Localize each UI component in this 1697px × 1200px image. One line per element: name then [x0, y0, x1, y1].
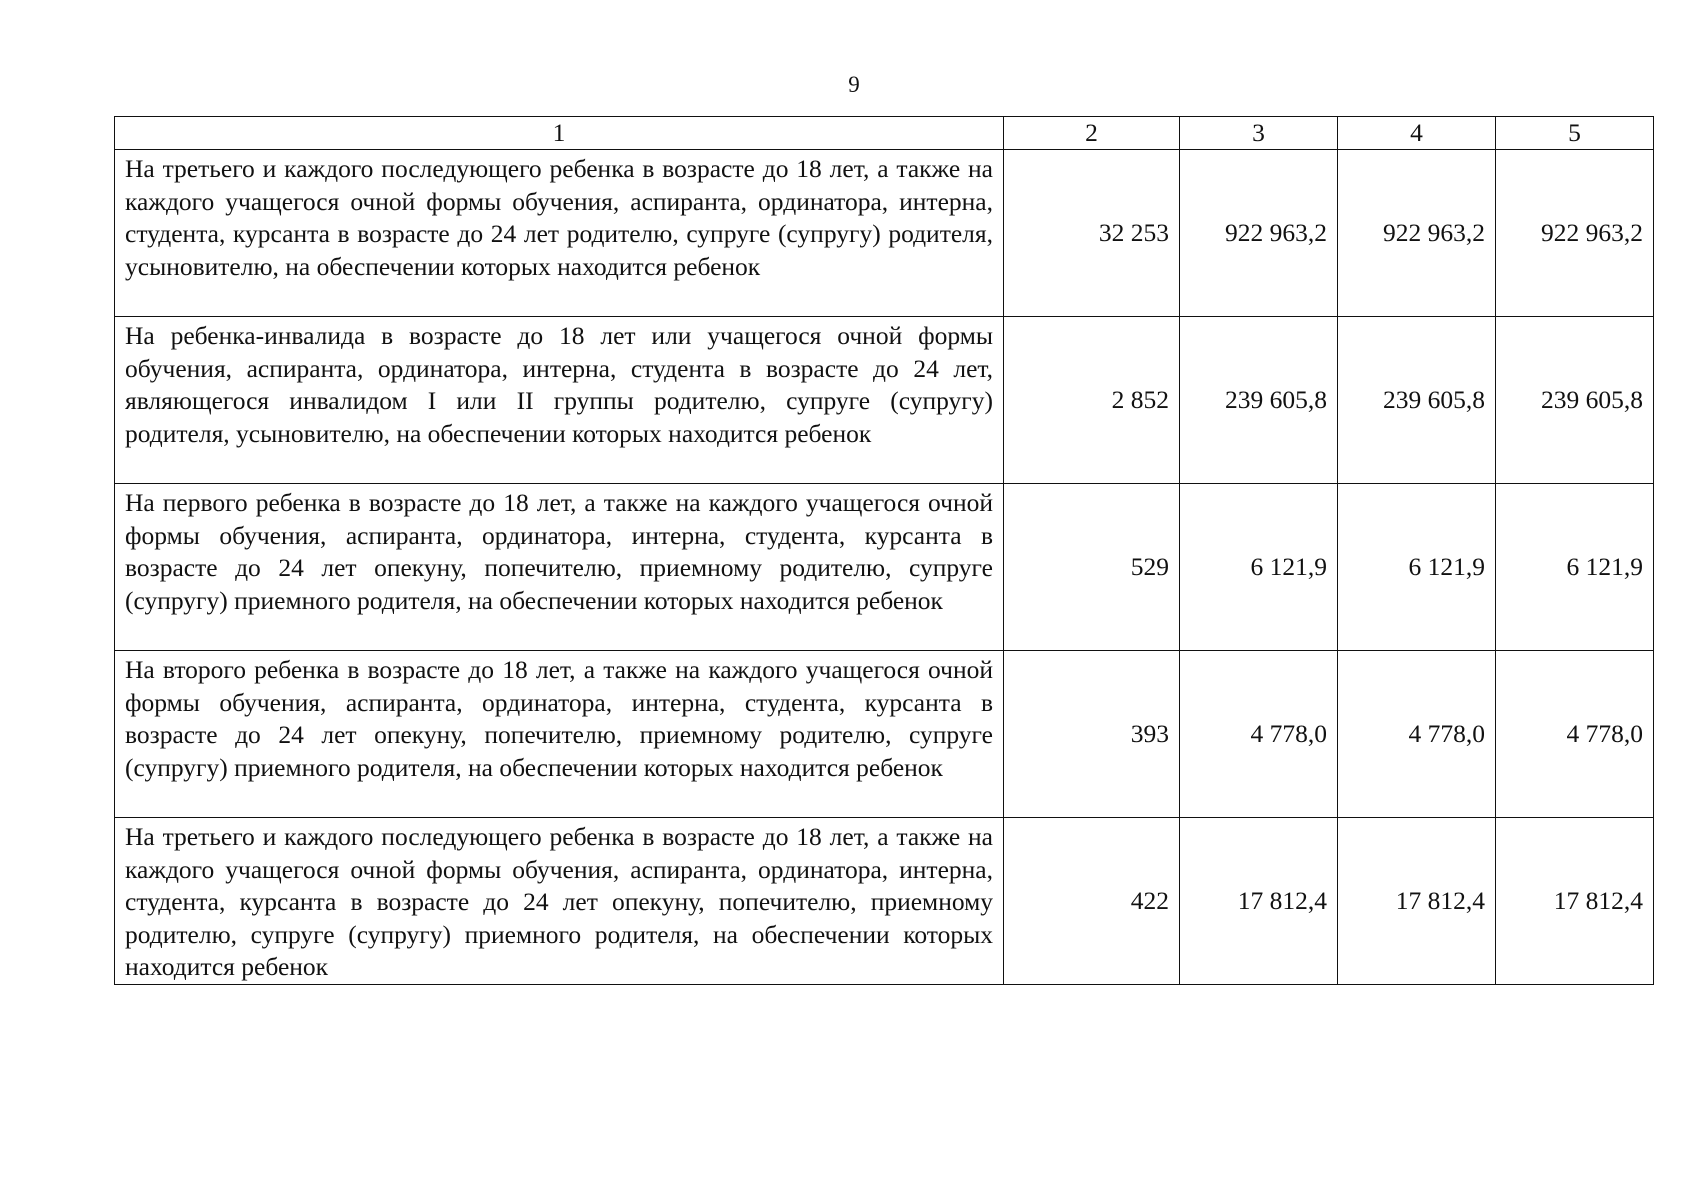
row-description: На первого ребенка в возрасте до 18 лет, а также на каждого учащегося очной формы обучения, аспиранта, ординатора, интерна, студента, курсанта в возрасте до 24 лет опекуну, попечителю, приемному родителю, супруге (супругу) приемного родителя, на обеспечении которых находится ребенок	[115, 484, 1004, 651]
row-value-col4: 6 121,9	[1338, 484, 1496, 651]
row-value-col4: 922 963,2	[1338, 150, 1496, 317]
column-header-3: 3	[1180, 117, 1338, 150]
row-value-col3: 239 605,8	[1180, 317, 1338, 484]
row-value-col5: 4 778,0	[1496, 651, 1654, 818]
row-value-col2: 529	[1004, 484, 1180, 651]
table-header-row	[115, 117, 1654, 150]
row-value-col4: 239 605,8	[1338, 317, 1496, 484]
table-row	[115, 317, 1654, 484]
row-value-col5: 17 812,4	[1496, 818, 1654, 985]
row-value-col2: 422	[1004, 818, 1180, 985]
row-value-col3: 6 121,9	[1180, 484, 1338, 651]
table-row	[115, 818, 1654, 985]
row-value-col3: 4 778,0	[1180, 651, 1338, 818]
row-value-col2: 393	[1004, 651, 1180, 818]
row-value-col5: 922 963,2	[1496, 150, 1654, 317]
table-row	[115, 651, 1654, 818]
table-row	[115, 484, 1654, 651]
row-description: На третьего и каждого последующего ребенка в возрасте до 18 лет, а также на каждого учащегося очной формы обучения, аспиранта, ординатора, интерна, студента, курсанта в возрасте до 24 лет опекуну, попечителю, приемному родителю, супруге (супругу) приемного родителя, на обеспечении которых находится ребенок	[115, 818, 1004, 985]
row-description: На второго ребенка в возрасте до 18 лет, а также на каждого учащегося очной формы обучения, аспиранта, ординатора, интерна, студента, курсанта в возрасте до 24 лет опекуну, попечителю, приемному родителю, супруге (супругу) приемного родителя, на обеспечении которых находится ребенок	[115, 651, 1004, 818]
column-header-5: 5	[1496, 117, 1654, 150]
column-header-1: 1	[115, 117, 1004, 150]
row-value-col4: 17 812,4	[1338, 818, 1496, 985]
row-description: На ребенка-инвалида в возрасте до 18 лет или учащегося очной формы обучения, аспиранта, ординатора, интерна, студента в возрасте до 24 лет, являющегося инвалидом I или II группы родителю, супруге (супругу) родителя, усыновителю, на обеспечении которых находится ребенок	[115, 317, 1004, 484]
column-header-2: 2	[1004, 117, 1180, 150]
column-header-4: 4	[1338, 117, 1496, 150]
page-number: 9	[848, 72, 860, 97]
row-value-col5: 239 605,8	[1496, 317, 1654, 484]
row-value-col2: 2 852	[1004, 317, 1180, 484]
row-description: На третьего и каждого последующего ребенка в возрасте до 18 лет, а также на каждого учащегося очной формы обучения, аспиранта, ординатора, интерна, студента, курсанта в возрасте до 24 лет родителю, супруге (супругу) родителя, усыновителю, на обеспечении которых находится ребенок	[115, 150, 1004, 317]
row-value-col3: 17 812,4	[1180, 818, 1338, 985]
row-value-col5: 6 121,9	[1496, 484, 1654, 651]
row-value-col4: 4 778,0	[1338, 651, 1496, 818]
row-value-col2: 32 253	[1004, 150, 1180, 317]
data-table	[114, 116, 1654, 985]
row-value-col3: 922 963,2	[1180, 150, 1338, 317]
table-row	[115, 150, 1654, 317]
